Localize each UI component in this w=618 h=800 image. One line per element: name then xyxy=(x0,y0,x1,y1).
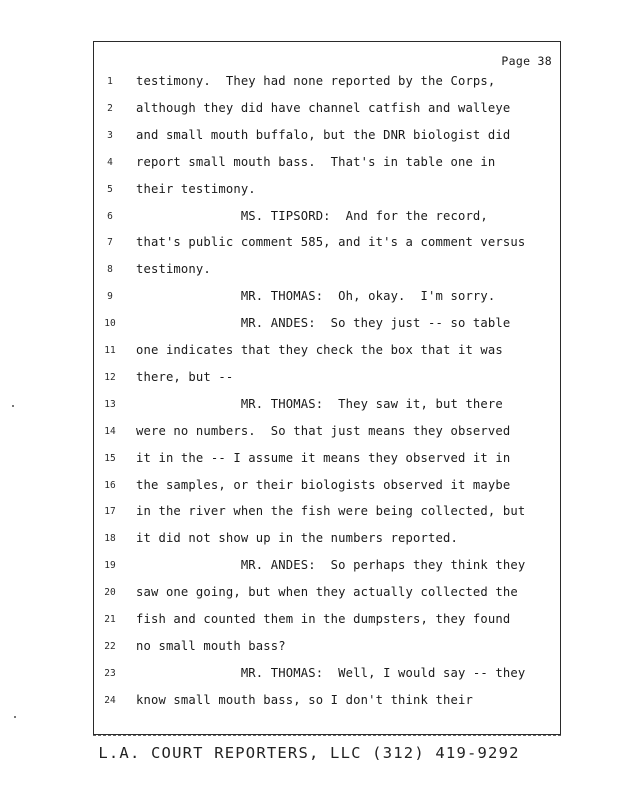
transcript-line xyxy=(94,312,560,339)
transcript-line xyxy=(94,662,560,689)
transcript-line xyxy=(94,366,560,393)
line-text: no small mouth bass? xyxy=(136,638,286,653)
transcript-page xyxy=(93,41,561,735)
line-number: 23 xyxy=(104,667,116,679)
line-number: 3 xyxy=(107,129,113,141)
line-text: their testimony. xyxy=(136,181,256,196)
line-text: MR. ANDES: So perhaps they think they xyxy=(136,558,526,573)
line-number: 10 xyxy=(104,318,116,330)
line-number: 14 xyxy=(104,425,116,437)
transcript-line xyxy=(94,231,560,258)
footer-reporter-info: L.A. COURT REPORTERS, LLC (312) 419-9292 xyxy=(98,744,520,762)
line-text: know small mouth bass, so I don't think their xyxy=(136,692,473,707)
line-text: MS. TIPSORD: And for the record, xyxy=(136,208,488,223)
transcript-line xyxy=(94,581,560,608)
line-number: 12 xyxy=(104,371,116,383)
line-number: 19 xyxy=(104,560,116,572)
line-number: 4 xyxy=(107,156,113,168)
line-text: testimony. They had none reported by the Corps, xyxy=(136,74,496,88)
transcript-line xyxy=(94,474,560,501)
line-text: MR. THOMAS: They saw it, but there xyxy=(136,396,503,411)
line-number: 24 xyxy=(104,694,116,706)
line-number: 7 xyxy=(107,237,113,249)
transcript-line xyxy=(94,285,560,312)
transcript-line xyxy=(94,689,560,716)
line-text: the samples, or their biologists observed it maybe xyxy=(136,477,511,492)
line-number: 17 xyxy=(104,506,116,518)
transcript-line xyxy=(94,178,560,205)
transcript-line xyxy=(94,258,560,285)
line-number: 22 xyxy=(104,640,116,652)
line-text: although they did have channel catfish and walleye xyxy=(136,100,511,115)
line-text: MR. ANDES: So they just -- so table xyxy=(136,316,511,331)
line-number: 11 xyxy=(104,345,116,356)
transcript-line xyxy=(94,608,560,635)
line-number: 20 xyxy=(104,587,116,599)
line-text: fish and counted them in the dumpsters, they found xyxy=(136,612,511,626)
line-number: 9 xyxy=(107,291,113,303)
line-text: it in the -- I assume it means they observed it in xyxy=(136,450,511,465)
transcript-line xyxy=(94,420,560,447)
line-number: 16 xyxy=(104,479,116,491)
line-text: report small mouth bass. That's in table one in xyxy=(136,154,496,169)
transcript-line xyxy=(94,500,560,527)
margin-speck xyxy=(14,716,16,718)
line-text: MR. THOMAS: Well, I would say -- they xyxy=(136,665,526,680)
line-number: 13 xyxy=(104,398,116,410)
transcript-line xyxy=(94,70,560,97)
line-text: MR. THOMAS: Oh, okay. I'm sorry. xyxy=(136,289,496,304)
line-text: in the river when the fish were being collected, but xyxy=(136,504,526,519)
line-text: saw one going, but when they actually collected the xyxy=(136,585,518,600)
transcript-line xyxy=(94,97,560,124)
line-text: it did not show up in the numbers reported. xyxy=(136,531,458,546)
transcript-line xyxy=(94,339,560,366)
line-text: and small mouth buffalo, but the DNR biologist did xyxy=(136,127,511,142)
transcript-line xyxy=(94,635,560,662)
transcript-line xyxy=(94,124,560,151)
line-text: that's public comment 585, and it's a comment versus xyxy=(136,235,526,250)
line-text: one indicates that they check the box that it was xyxy=(136,343,503,357)
transcript-line xyxy=(94,447,560,474)
margin-speck xyxy=(12,405,14,407)
line-number: 1 xyxy=(107,76,113,87)
line-number: 5 xyxy=(107,183,113,195)
bottom-rule xyxy=(93,735,561,736)
transcript-line xyxy=(94,205,560,232)
line-text: were no numbers. So that just means they observed xyxy=(136,423,511,438)
line-text: there, but -- xyxy=(136,369,234,384)
page-number: Page 38 xyxy=(501,54,552,68)
line-number: 2 xyxy=(107,102,113,114)
line-number: 21 xyxy=(104,614,116,625)
line-number: 18 xyxy=(104,533,116,545)
transcript-line xyxy=(94,554,560,581)
transcript-line xyxy=(94,527,560,554)
transcript-line xyxy=(94,393,560,420)
transcript-line xyxy=(94,151,560,178)
line-number: 6 xyxy=(107,210,113,222)
line-text: testimony. xyxy=(136,262,211,277)
line-number: 8 xyxy=(107,264,113,276)
line-number: 15 xyxy=(104,452,116,464)
